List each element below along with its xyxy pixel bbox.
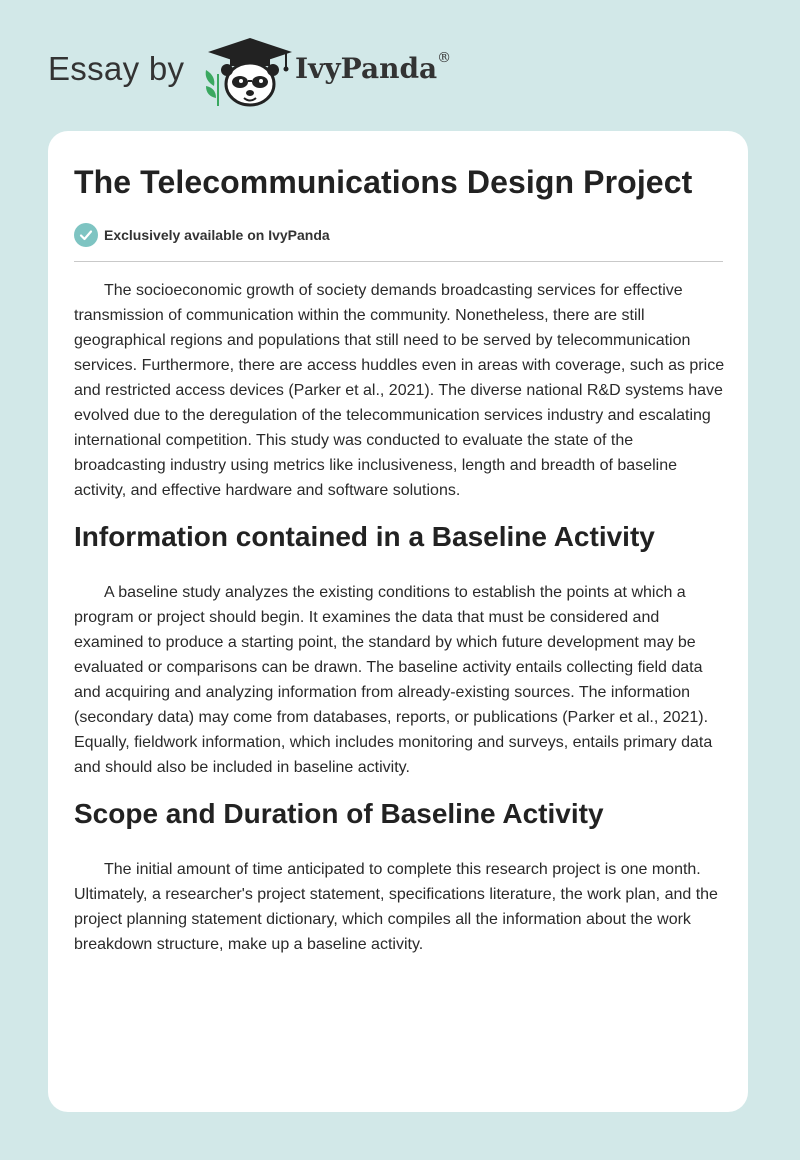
checkmark-icon xyxy=(74,223,98,247)
page-title: The Telecommunications Design Project xyxy=(74,164,693,200)
registered-mark: ® xyxy=(437,50,452,66)
section-heading-scope-duration: Scope and Duration of Baseline Activity xyxy=(74,798,604,829)
section-paragraph-baseline-information: A baseline study analyzes the existing conditions to establish the points at which a program or project should begin. It examines the data that must be considered and examined to produce a starting point, the standard by which future development may be evaluated or comparisons can be drawn. The baseline activity entails collecting field data and acquiring and analyzing information from already-existing sources. The information (secondary data) may come from databases, reports, or publications (Parker et al., 2021). Equally, fieldwork information, which includes monitoring and surveys, entails primary data and should also be included in baseline activity. xyxy=(74,584,713,776)
section-paragraph-scope-duration: The initial amount of time anticipated to complete this research project is one month. Ultimately, a researcher's project statement, specifications literature, the work plan, and the project planning statement dictionary, which compiles all the information about the work breakdown structure, make up a baseline activity. xyxy=(74,861,718,953)
intro-paragraph: The socioeconomic growth of society demands broadcasting services for effective transmission of communication within the community. Nonetheless, there are still geographical regions and populations that still need to be served by telecommunication services. Furthermore, there are access huddles even in areas with coverage, such as price and restricted access devices (Parker et al., 2021). The diverse national R&D systems have evolved due to the deregulation of the telecommunication services industry and escalating international competition. This study was conducted to evaluate the state of the broadcasting industry using metrics like inclusiveness, length and breadth of baseline activity, and effective hardware and software solutions. xyxy=(74,282,725,499)
divider xyxy=(74,261,723,262)
ivypanda-logo-icon[interactable] xyxy=(200,34,300,110)
availability-badge xyxy=(74,223,330,247)
brand-name[interactable] xyxy=(295,52,451,85)
availability-text: Exclusively available on IvyPanda xyxy=(104,227,330,243)
site-header xyxy=(0,0,800,130)
brand-text: IvyPanda xyxy=(295,52,438,85)
section-heading-baseline-information: Information contained in a Baseline Activity xyxy=(74,521,655,552)
essay-by-label: Essay by xyxy=(48,50,185,87)
essay-card xyxy=(48,131,748,1112)
